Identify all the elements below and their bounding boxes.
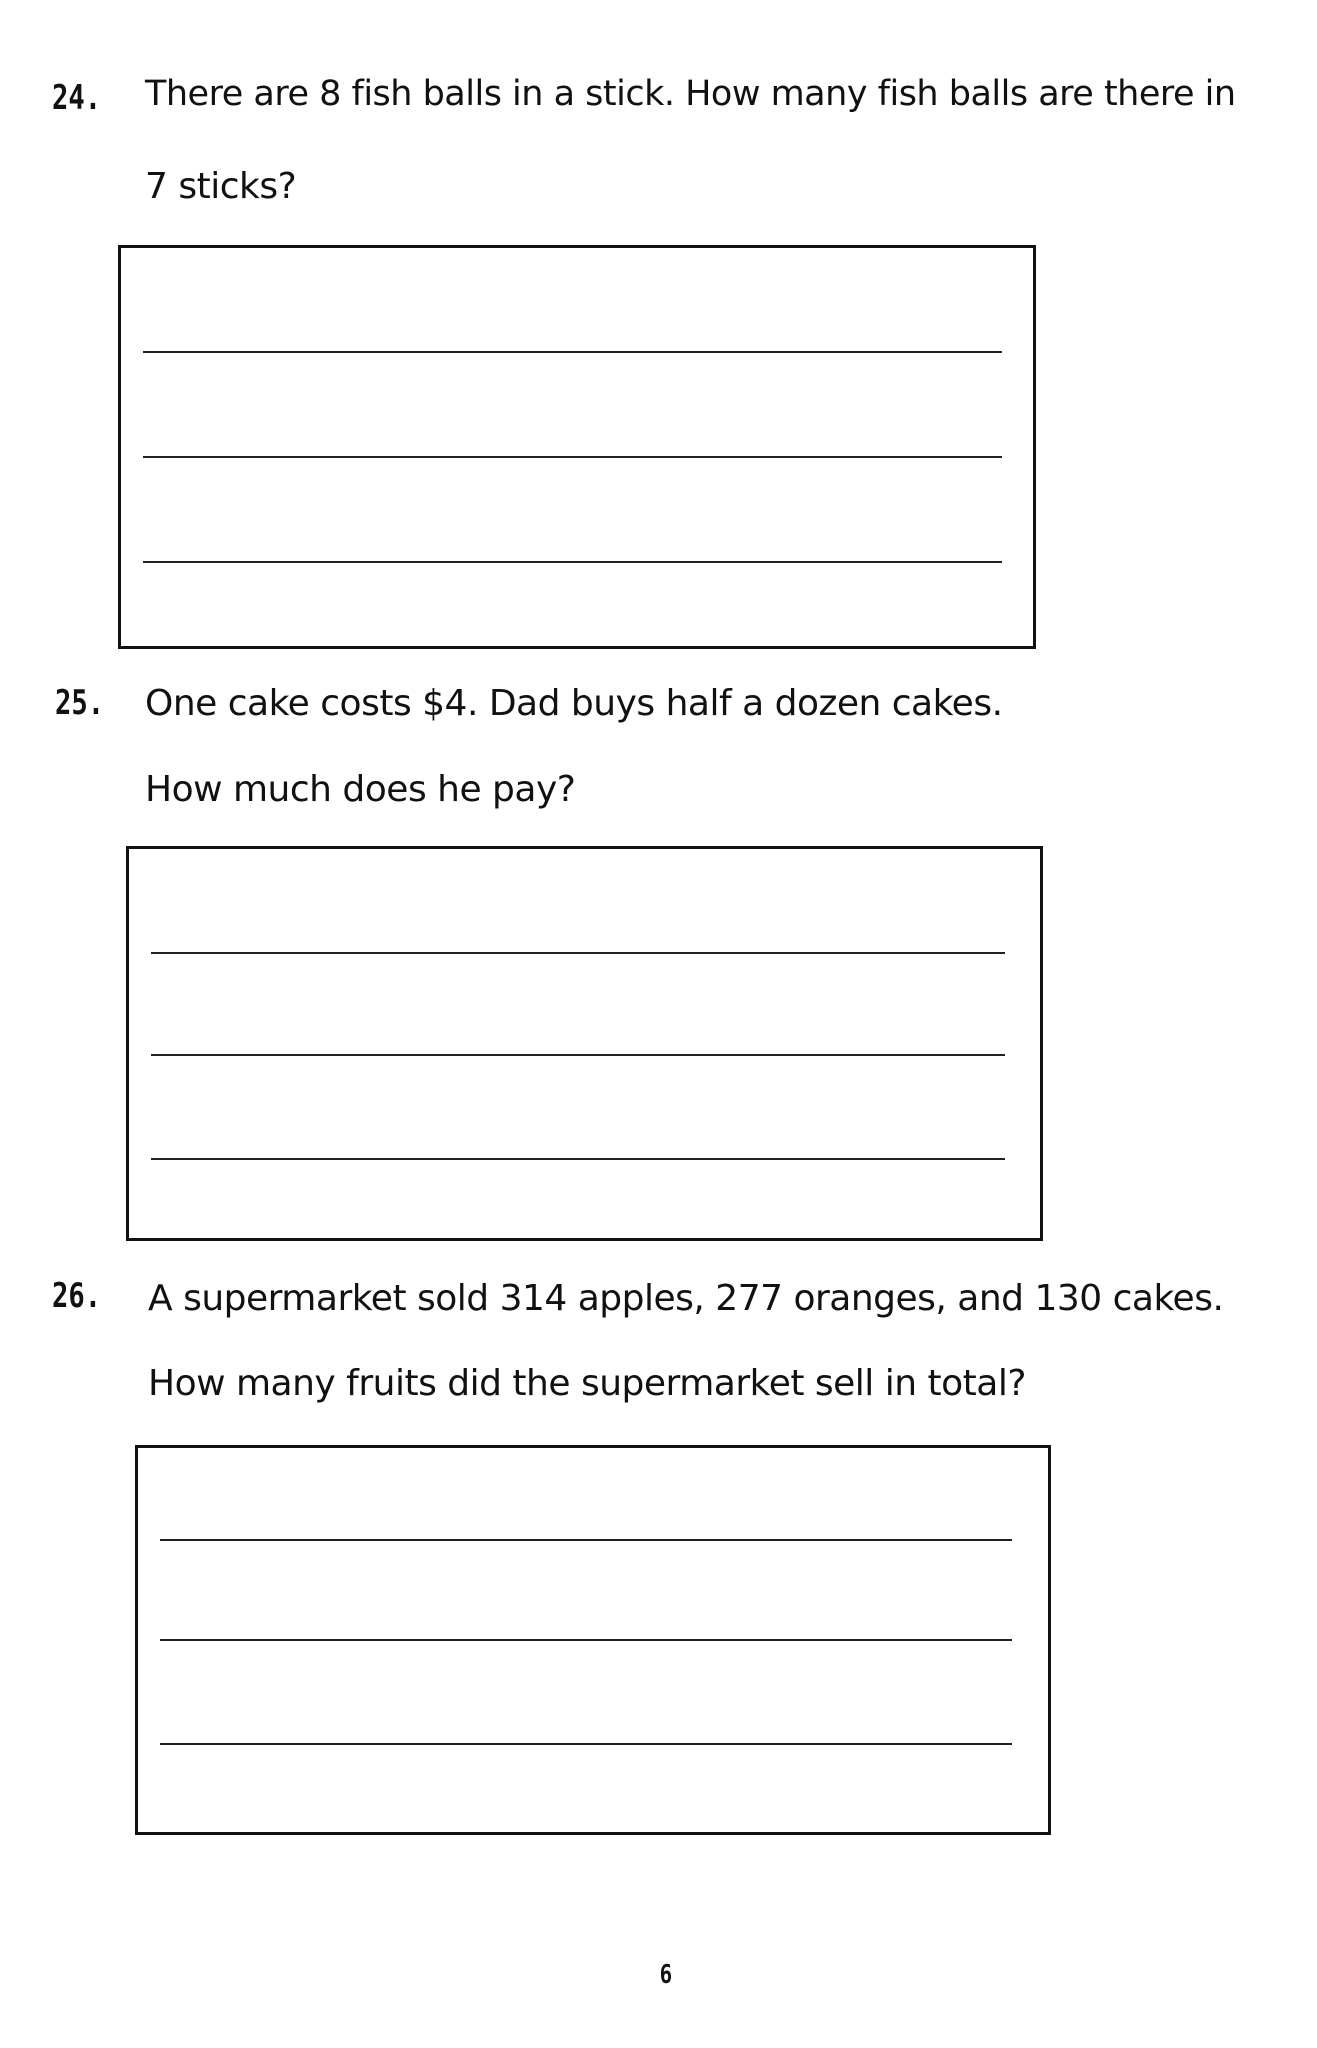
question-number: 24. — [52, 78, 102, 118]
answer-line — [143, 561, 1002, 563]
answer-line — [143, 351, 1002, 353]
answer-line — [151, 1158, 1005, 1160]
answer-box[interactable] — [126, 846, 1043, 1241]
question-text-line-1: A supermarket sold 314 apples, 277 oranges, and 130 cakes. — [148, 1278, 1224, 1319]
question-text-line-1: There are 8 fish balls in a stick. How many fish balls are there in — [145, 74, 1236, 114]
question-number: 26. — [52, 1276, 102, 1316]
answer-line — [160, 1639, 1012, 1641]
question-text-line-2: 7 sticks? — [145, 166, 297, 207]
page-number: 6 — [659, 1960, 673, 1990]
answer-box[interactable] — [135, 1445, 1051, 1835]
answer-line — [160, 1539, 1012, 1541]
question-number: 25. — [55, 683, 105, 723]
question-text-line-1: One cake costs $4. Dad buys half a dozen cakes. — [145, 683, 1003, 724]
answer-line — [160, 1743, 1012, 1745]
answer-line — [151, 952, 1005, 954]
answer-box[interactable] — [118, 245, 1036, 649]
answer-line — [151, 1054, 1005, 1056]
question-text-line-2: How many fruits did the supermarket sell in total? — [148, 1363, 1026, 1404]
question-text-line-2: How much does he pay? — [145, 769, 576, 810]
answer-line — [143, 456, 1002, 458]
